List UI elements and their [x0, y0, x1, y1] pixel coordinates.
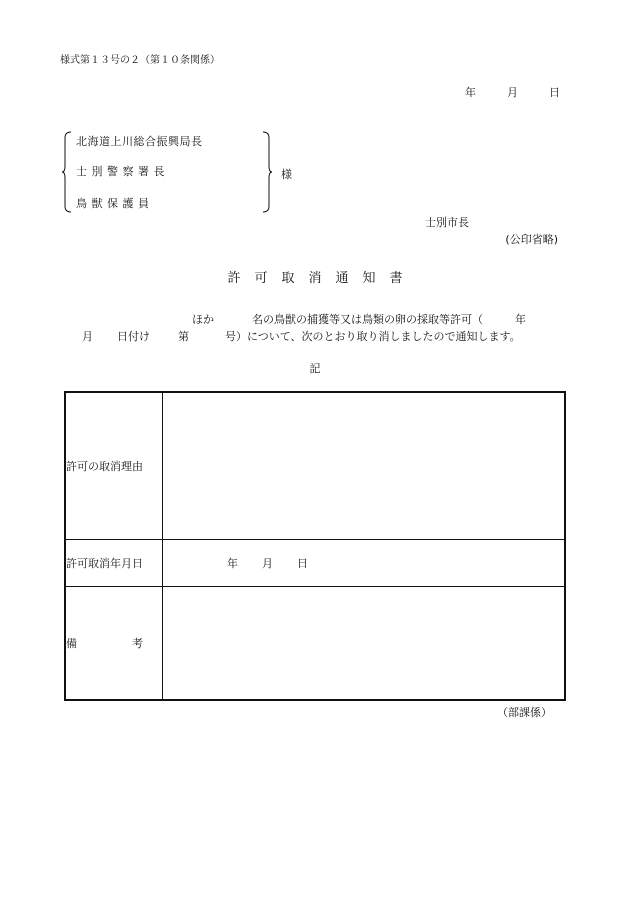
- addressee-block: [62, 131, 272, 213]
- ki-heading: 記: [309, 362, 321, 375]
- seal-note: (公印省略): [505, 233, 558, 246]
- details-table: [64, 391, 566, 701]
- body-line-1-year: 年: [515, 313, 526, 326]
- cancel-date-month: 月: [262, 556, 273, 570]
- addressee-1: 北海道上川総合振興局長: [76, 135, 203, 148]
- body-hoka: ほか: [192, 313, 214, 326]
- body-month: 月: [82, 330, 93, 343]
- date-year-label: 年: [465, 86, 476, 99]
- date-day-label: 日: [549, 86, 560, 99]
- issue-date: [465, 84, 560, 100]
- document-title: 許可取消通知書: [227, 271, 417, 286]
- right-brace-icon: [262, 131, 272, 213]
- sender: 士別市長: [425, 216, 469, 229]
- reason-value: [163, 392, 566, 539]
- body-line-2-text: 号）について、次のとおり取り消しましたので通知します。: [225, 330, 521, 343]
- table-row: [65, 392, 565, 539]
- left-brace-icon: [62, 131, 72, 213]
- row-label-cancel-date: 許可取消年月日: [65, 539, 163, 586]
- department-footer: （部課係）: [497, 706, 552, 719]
- cancel-date-year: 年: [227, 556, 238, 570]
- body-dai: 第: [178, 330, 189, 343]
- date-month-label: 月: [507, 86, 518, 99]
- body-line-1-text: 名の鳥獣の捕獲等又は鳥類の卵の採取等許可（: [252, 313, 483, 326]
- body-dated: 日付け: [117, 330, 150, 343]
- honorific: 様: [281, 168, 292, 181]
- table-row: [65, 586, 565, 700]
- cancel-date-day: 日: [297, 556, 308, 570]
- addressee-3: 鳥 獣 保 護 員: [76, 197, 150, 210]
- row-label-remarks: 備 考: [65, 586, 163, 700]
- body-line-2: [82, 328, 521, 344]
- form-number: 様式第１３号の２（第１０条関係）: [60, 55, 220, 66]
- row-label-reason: 許可の取消理由: [65, 392, 163, 539]
- body-line-1: [192, 311, 526, 327]
- table-row: [65, 539, 565, 586]
- cancel-date-value: [163, 539, 566, 586]
- remarks-value: [163, 586, 566, 700]
- addressee-2: 士 別 警 察 署 長: [76, 165, 165, 178]
